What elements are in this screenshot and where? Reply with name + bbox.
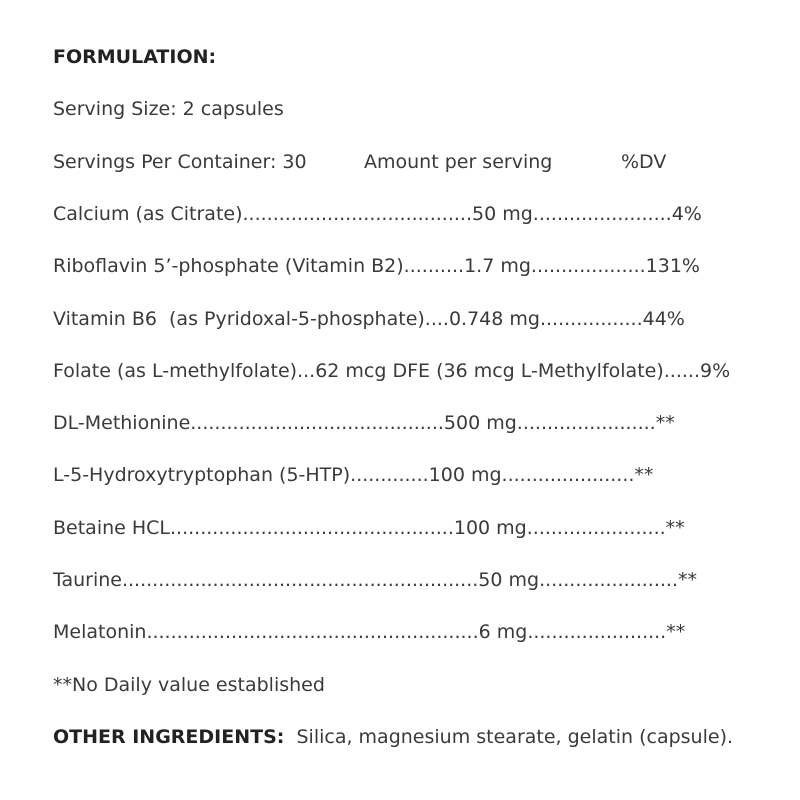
other-ingredients-value: Silica, magnesium stearate, gelatin (capsule). [296, 726, 734, 748]
amount-per-serving-header: Amount per serving [364, 151, 553, 173]
ingredient-row-melatonin: Melatonin.......................................................6 mg.......................** [53, 621, 686, 643]
other-ingredients [53, 725, 733, 749]
formulation-heading: FORMULATION: [53, 46, 217, 68]
ingredient-row-folate: Folate (as L-methylfolate)...62 mcg DFE (36 mcg L-Methylfolate)......9% [53, 360, 731, 382]
ingredient-row-riboflavin: Riboflavin 5’-phosphate (Vitamin B2)..........1.7 mg...................131% [53, 255, 700, 277]
ingredient-row-dl-methionine: DL-Methionine..........................................500 mg.......................** [53, 412, 675, 434]
ingredient-row-calcium: Calcium (as Citrate)......................................50 mg.......................4% [53, 203, 702, 225]
servings-per-container: Servings Per Container: 30 [53, 151, 307, 173]
ingredient-row-5-htp: L-5-Hydroxytryptophan (5-HTP).............100 mg......................** [53, 464, 654, 486]
footnote: **No Daily value established [53, 674, 325, 696]
ingredient-row-vitamin-b6: Vitamin B6 (as Pyridoxal-5-phosphate)....0.748 mg.................44% [53, 308, 685, 330]
serving-size: Serving Size: 2 capsules [53, 98, 284, 120]
other-ingredients-label: OTHER INGREDIENTS: [53, 726, 285, 748]
ingredient-row-betaine: Betaine HCL...............................................100 mg.......................** [53, 517, 685, 539]
dv-header: %DV [621, 151, 667, 173]
servings-header-row [53, 150, 753, 174]
ingredient-row-taurine: Taurine...........................................................50 mg.......................** [53, 569, 697, 591]
